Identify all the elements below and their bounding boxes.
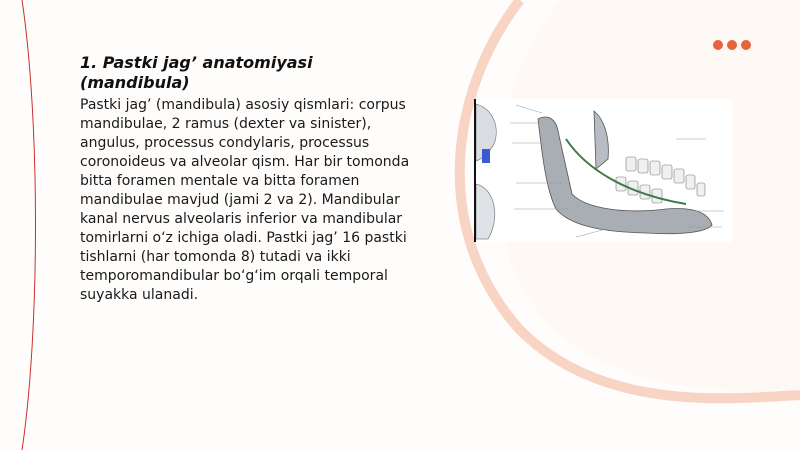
left-edge-line [22,0,36,450]
decor-dot [727,40,737,50]
slide-body-text: Pastki jag’ (mandibula) asosiy qismlari: corpus mandibulae, 2 ramus (dexter va sinister), angulus, processus condylaris, processus coronoideus va alveolar qism. Har bir tomonda bitta foramen mentale va bitta foramen mandibulae mavjud (jami 2 va 2). Mandibular kanal nervus alveolaris inferior va mandibular tomirlarni o‘z ichiga oladi. Pastki jag’ 16 pastki tishlarni (har tomonda 8) tutadi va ikki temporomandibular bo‘g‘im orqali temporal suyakka ulanadi. [80,97,410,303]
decor-dot [741,40,751,50]
decor-dot [713,40,723,50]
slide-title: 1. Pastki jag’ anatomiyasi (mandibula) [80,53,313,92]
mandible-illustration [474,99,732,242]
mandible-drawing [476,99,732,242]
decor-dots [713,40,751,50]
